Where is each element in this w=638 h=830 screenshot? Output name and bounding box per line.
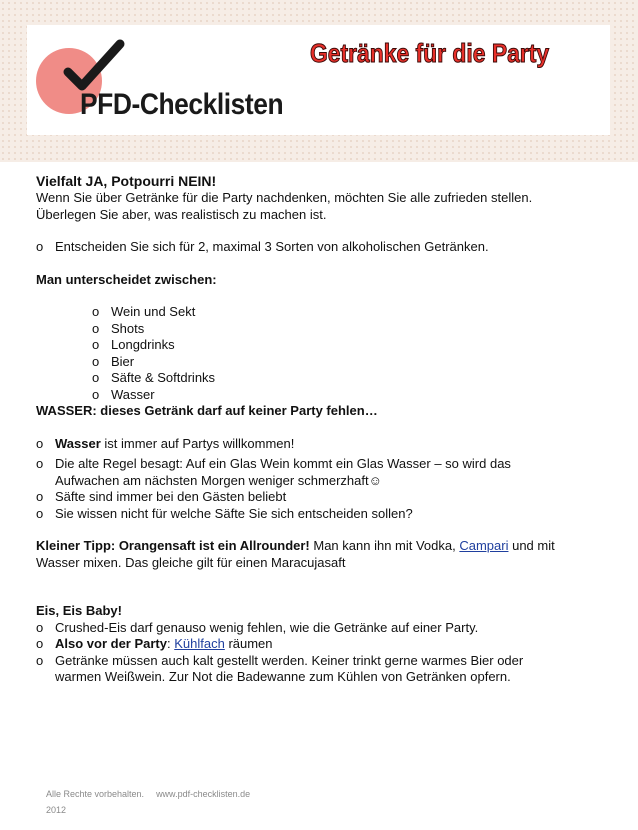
intro-line-2: Überlegen Sie aber, was realistisch zu machen ist.: [36, 206, 327, 222]
logo-text: PFD-Checklisten: [80, 88, 284, 121]
list-item: o Wasser: [92, 386, 155, 402]
list-item: o Wein und Sekt: [92, 304, 196, 319]
tip-paragraph: Kleiner Tipp: Orangensaft ist ein Allrounder! Man kann ihn mit Vodka, Campari und mit Wasser mixen. Das gleiche gilt für einen Maracujasaft: [36, 538, 555, 570]
page-title: Getränke für die Party: [310, 38, 550, 68]
kuehlfach-link[interactable]: Kühlfach: [174, 636, 225, 651]
footer-year: 2012: [46, 805, 67, 815]
list-item: o Shots: [92, 320, 145, 336]
list-item: o Säfte & Softdrinks: [92, 370, 216, 385]
distinguish-heading: Man unterscheidet zwischen:: [36, 271, 217, 287]
ice-heading: Eis, Eis Baby!: [36, 603, 122, 618]
list-item: o Wasser ist immer auf Partys willkommen!: [36, 435, 295, 451]
list-item: o Bier: [92, 353, 135, 369]
campari-link[interactable]: Campari: [459, 538, 509, 553]
decide-text: Entscheiden Sie sich für 2, maximal 3 Sorten von alkoholischen Getränken.: [55, 239, 489, 254]
list-item: o Sie wissen nicht für welche Säfte Sie sich entscheiden sollen?: [36, 505, 413, 521]
list-item: [36, 239, 606, 256]
document-body: [36, 173, 606, 686]
footer-rights: Alle Rechte vorbehalten.: [46, 789, 145, 799]
list-item: o Longdrinks: [92, 337, 175, 352]
list-item: o Getränke müssen auch kalt gestellt werden. Keiner trinkt gerne warmes Bier oder warmen Weißwein. Zur Not die Badewanne zum Kühlen von Getränken opfern.: [36, 652, 524, 684]
water-heading: WASSER: dieses Getränk darf auf keiner Party fehlen…: [36, 403, 378, 418]
list-item: o Also vor der Party: Kühlfach räumen: [36, 636, 273, 651]
list-item: o Crushed-Eis darf genauso wenig fehlen, wie die Getränke auf einer Party.: [36, 619, 479, 635]
drink-types-list: [36, 304, 606, 403]
list-item: o Säfte sind immer bei den Gästen beliebt: [36, 489, 287, 504]
list-item: o Die alte Regel besagt: Auf ein Glas Wein kommt ein Glas Wasser – so wird das Aufwachen am nächsten Morgen weniger schmerzhaft☺: [36, 456, 511, 488]
bullet: o: [36, 239, 44, 254]
footer: [46, 786, 250, 818]
intro-line-1: Wenn Sie über Getränke für die Party nachdenken, möchten Sie alle zufrieden stellen.: [36, 190, 533, 205]
intro-heading: Vielfalt JA, Potpourri NEIN!: [36, 173, 217, 189]
footer-url: www.pdf-checklisten.de: [156, 789, 251, 799]
